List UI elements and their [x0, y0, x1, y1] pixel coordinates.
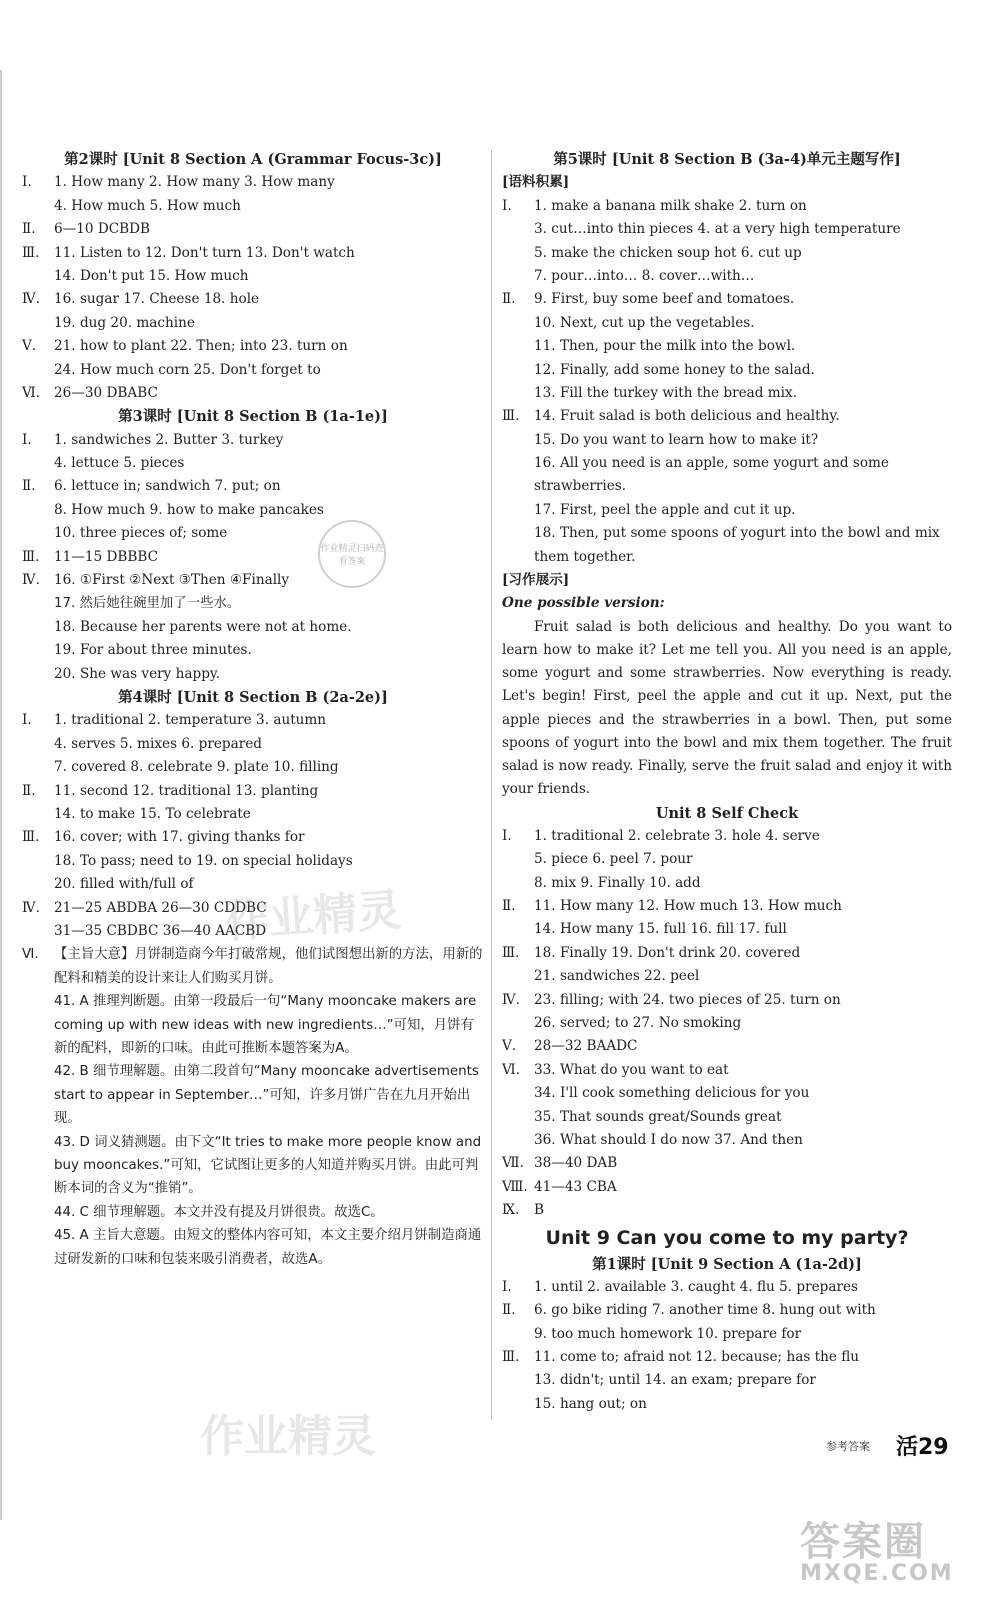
answer-number: Ⅲ.: [502, 408, 520, 425]
sample-essay: [502, 616, 952, 802]
answer-number: Ⅱ.: [502, 898, 516, 915]
answer-line: [502, 1323, 952, 1346]
answer-text: 26—30 DBABC: [54, 384, 158, 401]
page-edge: [0, 70, 2, 1520]
answer-text: 4. serves 5. mixes 6. prepared: [54, 735, 262, 752]
answer-number: Ⅲ.: [22, 548, 40, 565]
answer-line: [22, 592, 484, 615]
answer-text: 31—35 CBDBC 36—40 AACBD: [54, 922, 267, 939]
answer-number: Ⅳ.: [22, 899, 40, 916]
answer-text: 11. Then, pour the milk into the bowl.: [534, 338, 796, 355]
answer-line: [22, 639, 484, 662]
answer-line: [22, 452, 484, 475]
answer-line: [22, 335, 484, 358]
answer-line: [22, 218, 484, 241]
answer-number: Ⅰ.: [502, 1278, 512, 1295]
answer-line: [502, 1393, 952, 1416]
section-heading: 第1课时 [Unit 9 Section A (1a-2d)]: [592, 1255, 862, 1273]
section-heading: 第5课时 [Unit 8 Section B (3a-4)单元主题写作]: [553, 151, 901, 168]
answer-text: 18. To pass; need to 19. on special holidays: [54, 852, 353, 869]
logo-bottom-text: MXQE.COM: [800, 1561, 954, 1586]
answer-text: 33. What do you want to eat: [534, 1061, 729, 1078]
answer-number: Ⅰ.: [502, 197, 512, 214]
answer-number: Ⅳ.: [22, 572, 40, 589]
answer-number: Ⅶ.: [502, 1155, 524, 1172]
site-logo: [800, 1510, 954, 1586]
answer-line: [502, 918, 952, 941]
answer-line: [502, 382, 952, 405]
answer-line: [502, 989, 952, 1012]
answer-line: [22, 288, 484, 311]
answer-number: Ⅵ.: [22, 384, 40, 401]
answer-line: [502, 1199, 952, 1222]
answer-text: 6. lettuce in; sandwich 7. put; on: [54, 478, 281, 495]
answer-text: 5. piece 6. peel 7. pour: [534, 851, 693, 868]
answer-text: 38—40 DAB: [534, 1155, 618, 1172]
answer-line: [502, 848, 952, 871]
answer-text: 3. cut…into thin pieces 4. at a very high temperature: [534, 221, 901, 238]
left-column: [22, 148, 484, 1271]
answer-line: [502, 1059, 952, 1082]
answer-text: 1. How many 2. How many 3. How many: [54, 174, 335, 191]
answer-number: Ⅲ.: [502, 1349, 520, 1366]
subsection-label: [习作展示]: [502, 572, 570, 589]
answer-line: [502, 499, 952, 522]
answer-line: [22, 475, 484, 498]
answer-text: 8. mix 9. Finally 10. add: [534, 874, 701, 891]
answer-text: 16. cover; with 17. giving thanks for: [54, 829, 305, 846]
answer-line: [502, 359, 952, 382]
answer-text: 10. Next, cut up the vegetables.: [534, 314, 755, 331]
watermark-mid: 作业精灵: [223, 884, 403, 949]
answer-line: [22, 265, 484, 288]
answer-line: [22, 709, 484, 732]
answer-line: [22, 171, 484, 194]
answer-text: 24. How much corn 25. Don't forget to: [54, 361, 321, 378]
answer-line: [502, 1176, 952, 1199]
answer-text: 18. Finally 19. Don't drink 20. covered: [534, 944, 801, 961]
answer-number: Ⅲ.: [22, 829, 40, 846]
unit-title: Unit 9 Can you come to my party?: [545, 1226, 909, 1249]
answer-text: 11—15 DBBBC: [54, 548, 159, 565]
answer-line: 43. D 词义猜测题。由下文“It tries to make more people know and buy mooncakes.”可知，它试图让更多的人知道并购买月饼。由此可判断本词的含义为“推销”。: [54, 1134, 482, 1197]
answer-text: 21. how to plant 22. Then; into 23. turn on: [54, 338, 348, 355]
answer-text: 21—25 ABDBA 26—30 CDDBC: [54, 899, 267, 916]
answer-text: 1. make a banana milk shake 2. turn on: [534, 197, 807, 214]
answer-number: Ⅳ.: [22, 291, 40, 308]
section-heading: 第3课时 [Unit 8 Section B (1a-1e)]: [118, 408, 388, 426]
answer-text: 17. 然后她往碗里加了一些水。: [54, 596, 241, 612]
page-number: 活29: [896, 1435, 949, 1460]
answer-number: Ⅱ.: [22, 478, 36, 495]
answer-text: 19. For about three minutes.: [54, 642, 252, 659]
answer-text: 1. traditional 2. celebrate 3. hole 4. serve: [534, 827, 820, 844]
answer-line: [502, 1129, 952, 1152]
essay-text: Fruit salad is both delicious and healthy. Do you want to learn how to make it? Let me tell you. All you need is an apple, some yogurt and some strawberries. Now everything is ready. Let's begin! First, peel the apple and cut it up. Next, put the apple pieces and the strawberries in a bowl. Then, put some spoons of yogurt into the bowl and mix them together. The fruit salad is now ready. Finally, serve the fruit salad and enjoy it with your friends.: [502, 618, 952, 798]
answer-line: [502, 335, 952, 358]
answer-text: 34. I'll cook something delicious for you: [534, 1085, 810, 1102]
answer-text: 8. How much 9. how to make pancakes: [54, 501, 324, 518]
answer-text: 35. That sounds great/Sounds great: [534, 1108, 782, 1125]
answer-number: Ⅸ.: [502, 1202, 520, 1219]
answer-text: 11. come to; afraid not 12. because; has the flu: [534, 1349, 860, 1366]
answer-line: [502, 429, 952, 452]
answer-line: [22, 522, 484, 545]
answer-line: [22, 850, 484, 873]
answer-number: Ⅱ.: [502, 291, 516, 308]
answer-line: [502, 1012, 952, 1035]
answer-text: 9. too much homework 10. prepare for: [534, 1325, 802, 1342]
answer-text: 5. make the chicken soup hot 6. cut up: [534, 244, 802, 261]
answer-number: Ⅱ.: [502, 1302, 516, 1319]
answer-line: [502, 895, 952, 918]
answer-text: 14. How many 15. full 16. fill 17. full: [534, 921, 787, 938]
answer-text: 14. Fruit salad is both delicious and healthy.: [534, 408, 840, 425]
answer-line: [502, 242, 952, 265]
answer-line: [22, 242, 484, 265]
answer-text: 1. traditional 2. temperature 3. autumn: [54, 712, 327, 729]
answer-line: [22, 312, 484, 335]
answer-number: Ⅳ.: [502, 991, 520, 1008]
answer-text: 11. second 12. traditional 13. planting: [54, 782, 319, 799]
answer-number: Ⅵ.: [22, 947, 39, 963]
answer-line: [22, 359, 484, 382]
answer-line: [22, 429, 484, 452]
section-heading: 第4课时 [Unit 8 Section B (2a-2e)]: [118, 688, 388, 706]
answer-line: [22, 826, 484, 849]
answer-text: 16. sugar 17. Cheese 18. hole: [54, 291, 260, 308]
answer-line: 16. All you need is an apple, some yogurt and some strawberries.: [534, 455, 889, 495]
answer-line: 45. A 主旨大意题。由短文的整体内容可知，本文主要介绍月饼制造商通过研发新的口味和包装来吸引消费者，故选A。: [54, 1228, 482, 1267]
answer-line: [22, 780, 484, 803]
answer-text: 12. Finally, add some honey to the salad.: [534, 361, 815, 378]
answer-line: [502, 1035, 952, 1058]
answer-text: 18. Because her parents were not at home.: [54, 618, 352, 635]
answer-line: [22, 195, 484, 218]
answer-text: 15. Do you want to learn how to make it?: [534, 431, 819, 448]
answer-line: [502, 942, 952, 965]
answer-text: 16. ①First ②Next ③Then ④Finally: [54, 572, 290, 589]
answer-text: 20. She was very happy.: [54, 665, 221, 682]
watermark-stamp: 作业精灵扫码查看答案: [318, 520, 386, 588]
answer-line: [502, 1152, 952, 1175]
answer-line: 41. A 推理判断题。由第一段最后一句“Many mooncake makers are coming up with new ideas with new ingredients…”可知，月饼有新的配料，即新的口味。由此可推断本题答案为A。: [54, 994, 477, 1056]
answer-number: Ⅲ.: [502, 944, 520, 961]
answer-line: [502, 312, 952, 335]
section-heading: Unit 8 Self Check: [655, 804, 799, 822]
answer-line: [22, 569, 484, 592]
answer-text: 20. filled with/full of: [54, 876, 194, 893]
answer-line: [502, 195, 952, 218]
answer-line: 18. Then, put some spoons of yogurt into the bowl and mix them together.: [534, 525, 940, 565]
answer-line: [502, 1276, 952, 1299]
answer-number: Ⅰ.: [22, 712, 32, 729]
answer-text: 13. Fill the turkey with the bread mix.: [534, 384, 798, 401]
column-divider: [491, 150, 492, 1420]
answer-line: [22, 663, 484, 686]
answer-text: 28—32 BAADC: [534, 1038, 638, 1055]
answer-text: 7. covered 8. celebrate 9. plate 10. filling: [54, 759, 339, 776]
answer-text: 1. sandwiches 2. Butter 3. turkey: [54, 431, 284, 448]
answer-text: 17. First, peel the apple and cut it up.: [534, 501, 796, 518]
answer-text: 10. three pieces of; some: [54, 525, 228, 542]
answer-number: Ⅰ.: [502, 827, 512, 844]
answer-text: B: [534, 1202, 544, 1219]
answer-line: [502, 1299, 952, 1322]
answer-text: 41—43 CBA: [534, 1178, 617, 1195]
answer-text: 23. filling; with 24. two pieces of 25. turn on: [534, 991, 841, 1008]
footer-label: 参考答案: [826, 1440, 870, 1453]
answer-text: 11. How many 12. How much 13. How much: [534, 898, 842, 915]
answer-number: Ⅷ.: [502, 1178, 528, 1195]
answer-number: Ⅴ.: [502, 1038, 517, 1055]
answer-text: 14. to make 15. To celebrate: [54, 805, 251, 822]
answer-number: Ⅰ.: [22, 174, 32, 191]
watermark-bottom: 作业精灵: [200, 1411, 376, 1462]
answer-text: 21. sandwiches 22. peel: [534, 968, 700, 985]
answer-line: [502, 405, 952, 428]
answer-line: [502, 825, 952, 848]
right-column: [502, 148, 952, 1416]
answer-line: [22, 733, 484, 756]
answer-line: [502, 1369, 952, 1392]
answer-text: 11. Listen to 12. Don't turn 13. Don't watch: [54, 244, 355, 261]
answer-line: [22, 546, 484, 569]
answer-line: [502, 1346, 952, 1369]
answer-line: [502, 218, 952, 241]
answer-text: 4. lettuce 5. pieces: [54, 455, 185, 472]
answer-line: [502, 265, 952, 288]
answer-text: 14. Don't put 15. How much: [54, 267, 249, 284]
subsection-label: [语料积累]: [502, 174, 570, 191]
answer-number: Ⅱ.: [22, 221, 36, 238]
answer-text: 15. hang out; on: [534, 1395, 647, 1412]
answer-text: 【主旨大意】月饼制造商今年打破常规，他们试图想出新的方法，用新的配料和精美的设计来让人们购买月饼。: [54, 947, 483, 986]
answer-line: [22, 499, 484, 522]
logo-top-text: 答案圈: [800, 1519, 926, 1565]
section-heading: 第2课时 [Unit 8 Section A (Grammar Focus-3c)]: [64, 151, 442, 168]
answer-text: 1. until 2. available 3. caught 4. flu 5. prepares: [534, 1278, 858, 1295]
answer-line: [22, 943, 484, 990]
answer-number: Ⅰ.: [22, 431, 32, 448]
version-label: One possible version:: [502, 595, 665, 612]
answer-line: [502, 1082, 952, 1105]
answer-text: 19. dug 20. machine: [54, 314, 195, 331]
answer-line: [22, 803, 484, 826]
answer-number: Ⅱ.: [22, 782, 36, 799]
answer-line: 44. C 细节理解题。本文并没有提及月饼很贵。故选C。: [54, 1204, 384, 1220]
answer-line: [22, 382, 484, 405]
answer-text: 6. go bike riding 7. another time 8. hung out with: [534, 1302, 876, 1319]
answer-line: [502, 965, 952, 988]
answer-number: Ⅵ.: [502, 1061, 520, 1078]
answer-text: 9. First, buy some beef and tomatoes.: [534, 291, 795, 308]
answer-text: 26. served; to 27. No smoking: [534, 1015, 742, 1032]
answer-line: [502, 1106, 952, 1129]
answer-line: [502, 288, 952, 311]
answer-text: 4. How much 5. How much: [54, 197, 241, 214]
answer-text: 36. What should I do now 37. And then: [534, 1131, 803, 1148]
answer-number: Ⅴ.: [22, 338, 37, 355]
answer-line: [22, 616, 484, 639]
answer-number: Ⅲ.: [22, 244, 40, 261]
answer-text: 6—10 DCBDB: [54, 221, 151, 238]
answer-line: [502, 872, 952, 895]
answer-text: 7. pour…into… 8. cover…with…: [534, 267, 755, 284]
answer-line: [22, 756, 484, 779]
answer-text: 13. didn't; until 14. an exam; prepare for: [534, 1372, 816, 1389]
answer-line: 42. B 细节理解题。由第二段首句“Many mooncake advertisements start to appear in September…”可知，许多月饼广告在九月开始出现。: [54, 1064, 479, 1127]
